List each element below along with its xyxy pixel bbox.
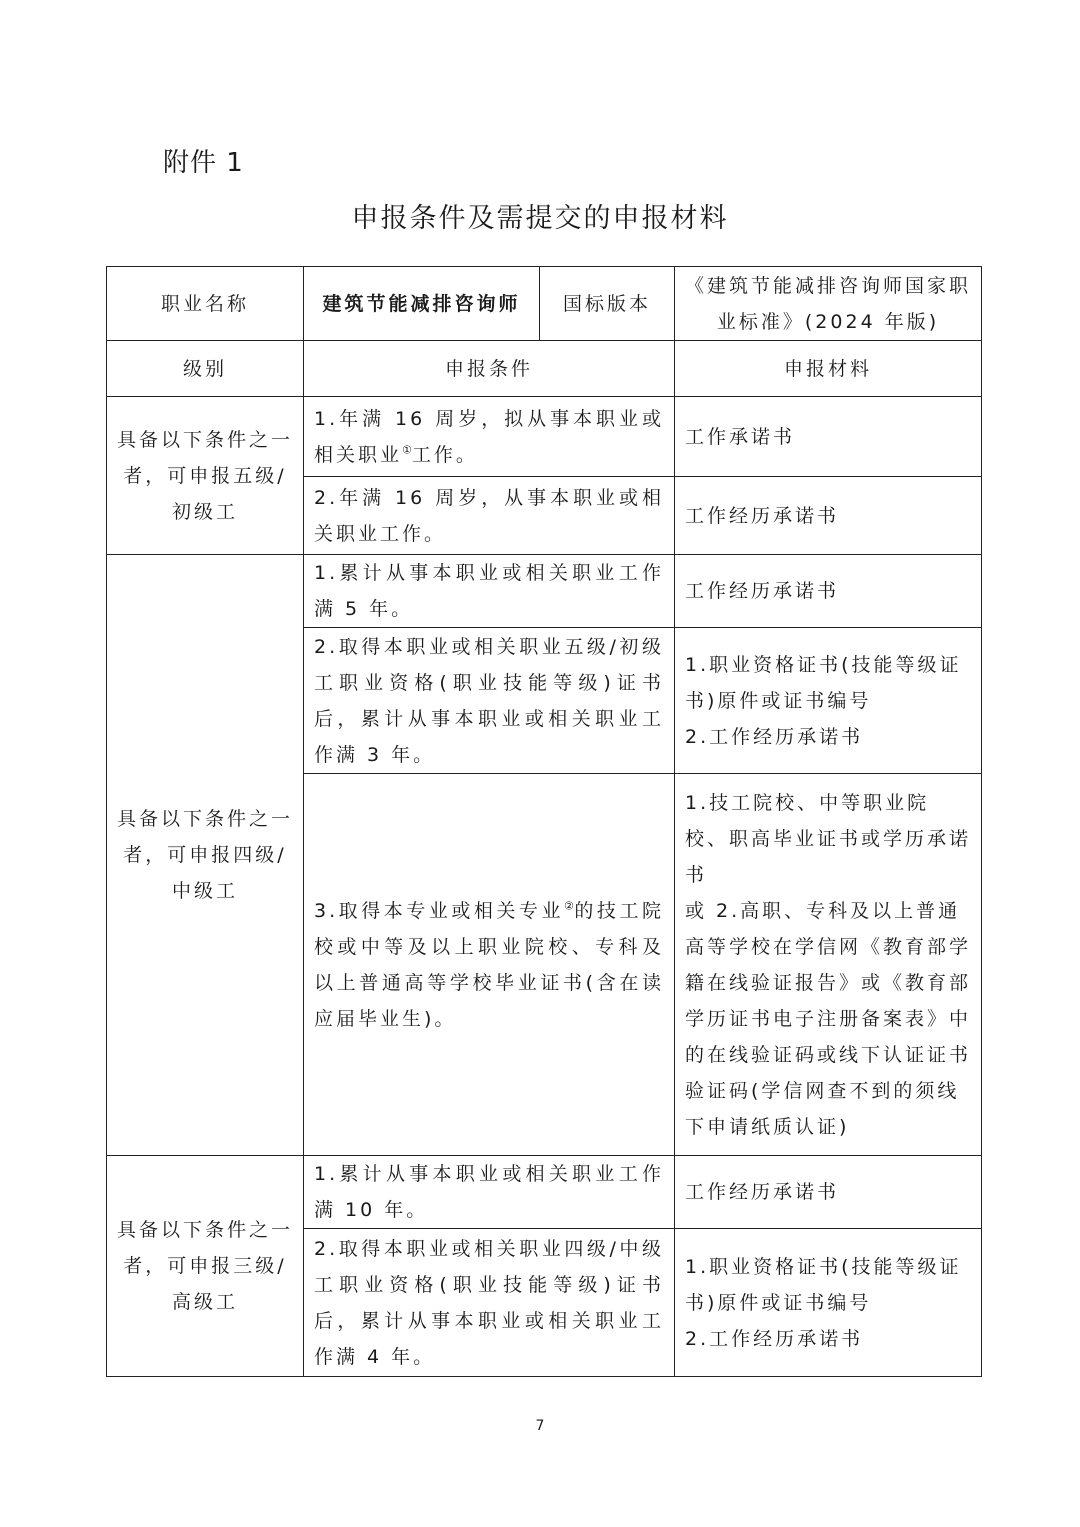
condition-text: 1.年满 16 周岁，拟从事本职业或相关职业 [314, 407, 664, 466]
occupation-label: 职业名称 [107, 267, 304, 341]
condition-cell [304, 628, 675, 774]
materials-cell: 1.职业资格证书(技能等级证书)原件或证书编号 2.工作经历承诺书 [675, 1229, 982, 1377]
materials-cell: 工作承诺书 [675, 397, 982, 477]
requirements-table [106, 266, 982, 1377]
table-row [107, 1156, 982, 1229]
condition-cell [304, 1229, 675, 1377]
condition-text: 2.取得本职业或相关职业五级/初级工职业资格(职业技能等级)证书后，累计从事本职业或相关职业工作满 3 年。 [314, 635, 664, 766]
materials-cell: 1.技工院校、中等职业院校、职高毕业证书或学历承诺书 或 2.高职、专科及以上普通高等学校在学信网《教育部学籍在线验证报告》或《教育部学历证书电子注册备案表》中的在线验证码或线下认证证书验证码(学信网查不到的须线下申请纸质认证) [675, 774, 982, 1156]
footnote-marker: ① [402, 443, 412, 457]
page-number: 7 [535, 1418, 545, 1434]
column-header-row [107, 341, 982, 397]
column-header-level: 级别 [107, 341, 304, 397]
materials-cell: 1.职业资格证书(技能等级证书)原件或证书编号 2.工作经历承诺书 [675, 628, 982, 774]
materials-cell: 工作经历承诺书 [675, 477, 982, 555]
condition-text: 1.累计从事本职业或相关职业工作满 10 年。 [314, 1163, 664, 1221]
condition-text-continued: 的技工院校或中等及以上职业院校、专科及以上普通高等学校毕业证书(含在读应届毕业生)。 [314, 899, 664, 1030]
table-row [107, 555, 982, 628]
footnote-marker: ② [563, 899, 575, 913]
standard-label: 国标版本 [540, 267, 675, 341]
table-row [107, 397, 982, 477]
condition-text: 3.取得本专业或相关专业 [314, 899, 564, 922]
condition-cell [304, 477, 675, 555]
materials-cell: 工作经历承诺书 [675, 555, 982, 628]
condition-text: 2.年满 16 周岁，从事本职业或相关职业工作。 [314, 486, 664, 545]
condition-cell [304, 1156, 675, 1229]
condition-text: 1.累计从事本职业或相关职业工作满 5 年。 [314, 562, 664, 620]
column-header-conditions: 申报条件 [304, 341, 675, 397]
materials-cell: 工作经历承诺书 [675, 1156, 982, 1229]
condition-cell [304, 774, 675, 1156]
condition-cell [304, 555, 675, 628]
condition-cell [304, 397, 675, 477]
occupation-name: 建筑节能减排咨询师 [304, 267, 540, 341]
level-title: 具备以下条件之一者，可申报三级/高级工 [107, 1156, 304, 1377]
attachment-label: 附件 1 [163, 148, 244, 178]
condition-text-continued: 工作。 [411, 443, 478, 466]
condition-text: 2.取得本职业或相关职业四级/中级工职业资格(职业技能等级)证书后，累计从事本职业或相关职业工作满 4 年。 [314, 1237, 664, 1368]
column-header-materials: 申报材料 [675, 341, 982, 397]
level-title: 具备以下条件之一者，可申报五级/初级工 [107, 397, 304, 555]
standard-name: 《建筑节能减排咨询师国家职业标准》(2024 年版) [675, 267, 982, 341]
occupation-row [107, 267, 982, 341]
level-title: 具备以下条件之一者，可申报四级/中级工 [107, 555, 304, 1156]
document-title: 申报条件及需提交的申报材料 [351, 203, 729, 234]
